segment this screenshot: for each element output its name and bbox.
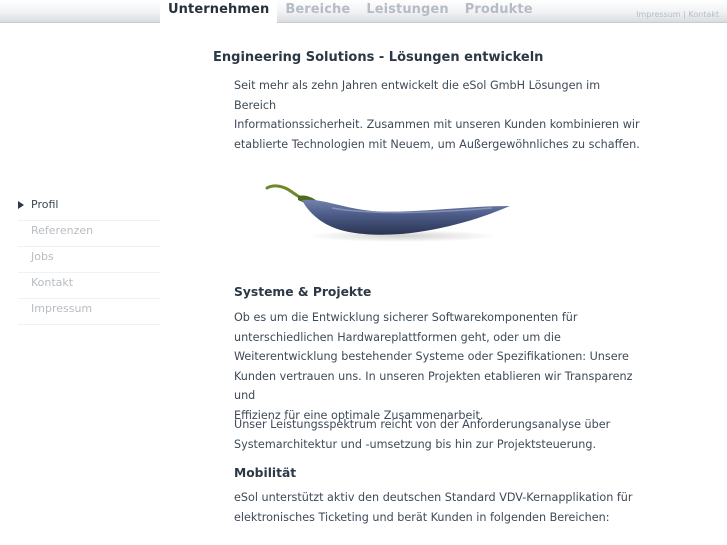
paragraph-line: Ob es um die Entwicklung sicherer Softwarekomponenten für (234, 311, 578, 324)
sidebar-item-label: Profil (31, 198, 59, 211)
top-link-kontakt[interactable]: Kontakt (688, 10, 719, 19)
nav-tab-leistungen[interactable]: Leistungen (366, 2, 449, 17)
sidebar-item-profil[interactable] (18, 196, 160, 221)
intro-line: Informationssicherheit. Zusammen mit unseren Kunden kombinieren wir (234, 118, 640, 131)
paragraph-line: eSol unterstützt aktiv den deutschen Standard VDV-Kernapplikation für (234, 491, 633, 504)
section-systeme (234, 285, 644, 299)
paragraph-line: elektronisches Ticketing und berät Kunden in folgenden Bereichen: (234, 510, 610, 524)
top-nav-bar (0, 0, 727, 23)
nav-tab-produkte[interactable]: Produkte (464, 2, 533, 17)
paragraph-line: Weiterentwicklung bestehender Systeme oder Spezifikationen: Unsere (234, 350, 629, 363)
intro-paragraph (234, 76, 644, 154)
paragraph-line: unterschiedlichen Hardwareplattformen geht, oder um die (234, 330, 561, 344)
triangle-right-icon (18, 201, 24, 209)
section-heading: Mobilität (234, 466, 297, 480)
sidebar-item-kontakt[interactable] (18, 274, 160, 299)
main-nav (160, 0, 541, 22)
top-link-impressum[interactable]: Impressum (636, 10, 681, 19)
sidebar-item-jobs[interactable] (18, 248, 160, 273)
paragraph-line: Effizienz für eine optimale Zusammenarbeit. (234, 408, 484, 422)
paragraph-line: Unser Leistungsspektrum reicht von der Anforderungsanalyse über (234, 418, 611, 431)
intro-line: etablierte Technologien mit Neuem, um Außergewöhnliches zu schaffen. (234, 137, 640, 151)
sidebar-item-label: Referenzen (31, 224, 94, 237)
sidebar-nav (18, 196, 160, 326)
section-systeme-text-2 (234, 415, 644, 454)
top-links (636, 10, 719, 19)
nav-tab-unternehmen[interactable]: Unternehmen (160, 0, 277, 24)
paragraph-line: Kunden vertrauen uns. In unseren Projekten etablieren wir Transparenz und (234, 369, 633, 402)
sidebar-item-label: Impressum (31, 302, 93, 315)
top-link-separator: | (683, 10, 686, 19)
sidebar-item-impressum[interactable] (18, 300, 160, 325)
section-heading: Systeme & Projekte (234, 285, 372, 299)
section-mobilitaet (234, 466, 644, 480)
sidebar-item-label: Jobs (31, 250, 54, 263)
section-systeme-text (234, 308, 644, 425)
intro-line: Seit mehr als zehn Jahren entwickelt die eSol GmbH Lösungen im Bereich (234, 79, 601, 112)
section-mobilitaet-text (234, 488, 644, 527)
chili-pepper-image (262, 178, 518, 252)
page-title: Engineering Solutions - Lösungen entwickeln (213, 50, 544, 65)
sidebar-item-referenzen[interactable] (18, 222, 160, 247)
sidebar-item-label: Kontakt (31, 276, 74, 289)
nav-tab-bereiche[interactable]: Bereiche (285, 2, 351, 17)
paragraph-line: Systemarchitektur und -umsetzung bis hin zur Projektsteuerung. (234, 437, 597, 451)
